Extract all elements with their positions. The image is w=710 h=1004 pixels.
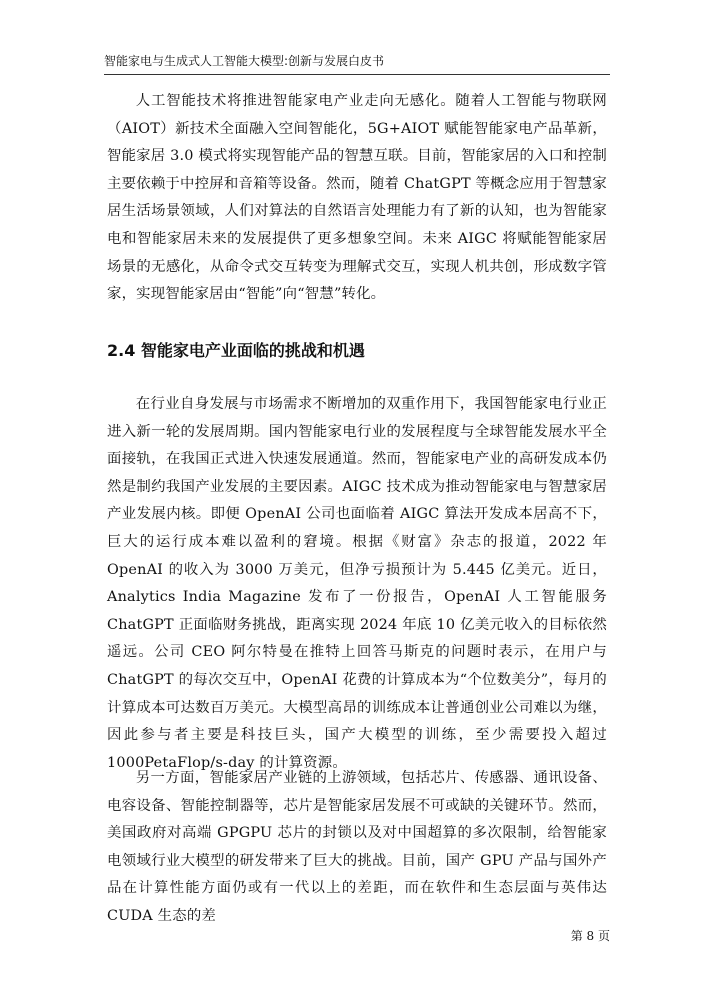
body-paragraph-3: 另一方面，智能家居产业链的上游领域，包括芯片、传感器、通讯设备、电容设备、智能控制器等，芯片是智能家居发展不可或缺的关键环节。然而，美国政府对高端 GPGPU 芯片的封锁以及对中国超算的多次限制，给智能家电领域行业大模型的研发带来了巨大的挑战。目前，国产 GPU 产品与国外产品在计算性能方面仍或有一代以上的差距，而在软件和生态层面与英伟达 CUDA 生态的差 xyxy=(107,770,607,924)
section-heading: 2.4 智能家电产业面临的挑战和机遇 xyxy=(107,341,365,360)
body-paragraph-2: 在行业自身发展与市场需求不断增加的双重作用下，我国智能家电行业正进入新一轮的发展周期。国内智能家电行业的发展程度与全球智能发展水平全面接轨，在我国正式进入快速发展通道。然而，智能家电产业的高研发成本仍然是制约我国产业发展的主要因素。AIGC 技术成为推动智能家电与智慧家居产业发展内核。即便 OpenAI 公司也面临着 AIGC 算法开发成本居高不下，巨大的运行成本难以盈利的窘境。根据《财富》杂志的报道，2022 年 OpenAI 的收入为 3000 万美元，但净亏损预计为 5.445 亿美元。近日，Analytics India Magazine 发布了一份报告，OpenAI 人工智能服务 ChatGPT 正面临财务挑战，距离实现 2024 年底 10 亿美元收入的目标依然遥远。公司 CEO 阿尔特曼在推特上回答马斯克的问题时表示，在用户与 ChatGPT 的每次交互中，OpenAI 花费的计算成本为“个位数美分”，每月的计算成本可达数百万美元。大模型高昂的训练成本让普通创业公司难以为继，因此参与者主要是科技巨头，国产大模型的训练，至少需要投入超过 1000PetaFlop/s-day 的计算资源。 xyxy=(107,396,607,771)
body-paragraph-1: 人工智能技术将推进智能家电产业走向无感化。随着人工智能与物联网（AIOT）新技术全面融入空间智能化，5G+AIOT 赋能智能家电产品革新，智能家居 3.0 模式将实现智能产品的智慧互联。目前，智能家居的入口和控制主要依赖于中控屏和音箱等设备。然而，随着 ChatGPT 等概念应用于智慧家居生活场景领域，人们对算法的自然语言处理能力有了新的认知，也为智能家电和智能家居未来的发展提供了更多想象空间。未来 AIGC 将赋能智能家居场景的无感化，从命令式交互转变为理解式交互，实现人机共创，形成数字管家，实现智能家居由“智能”向“智慧”转化。 xyxy=(107,93,607,303)
running-header: 智能家电与生成式人工智能大模型:创新与发展白皮书 xyxy=(104,54,385,68)
header-divider xyxy=(104,74,610,75)
page-number: 第 8 页 xyxy=(570,929,610,943)
